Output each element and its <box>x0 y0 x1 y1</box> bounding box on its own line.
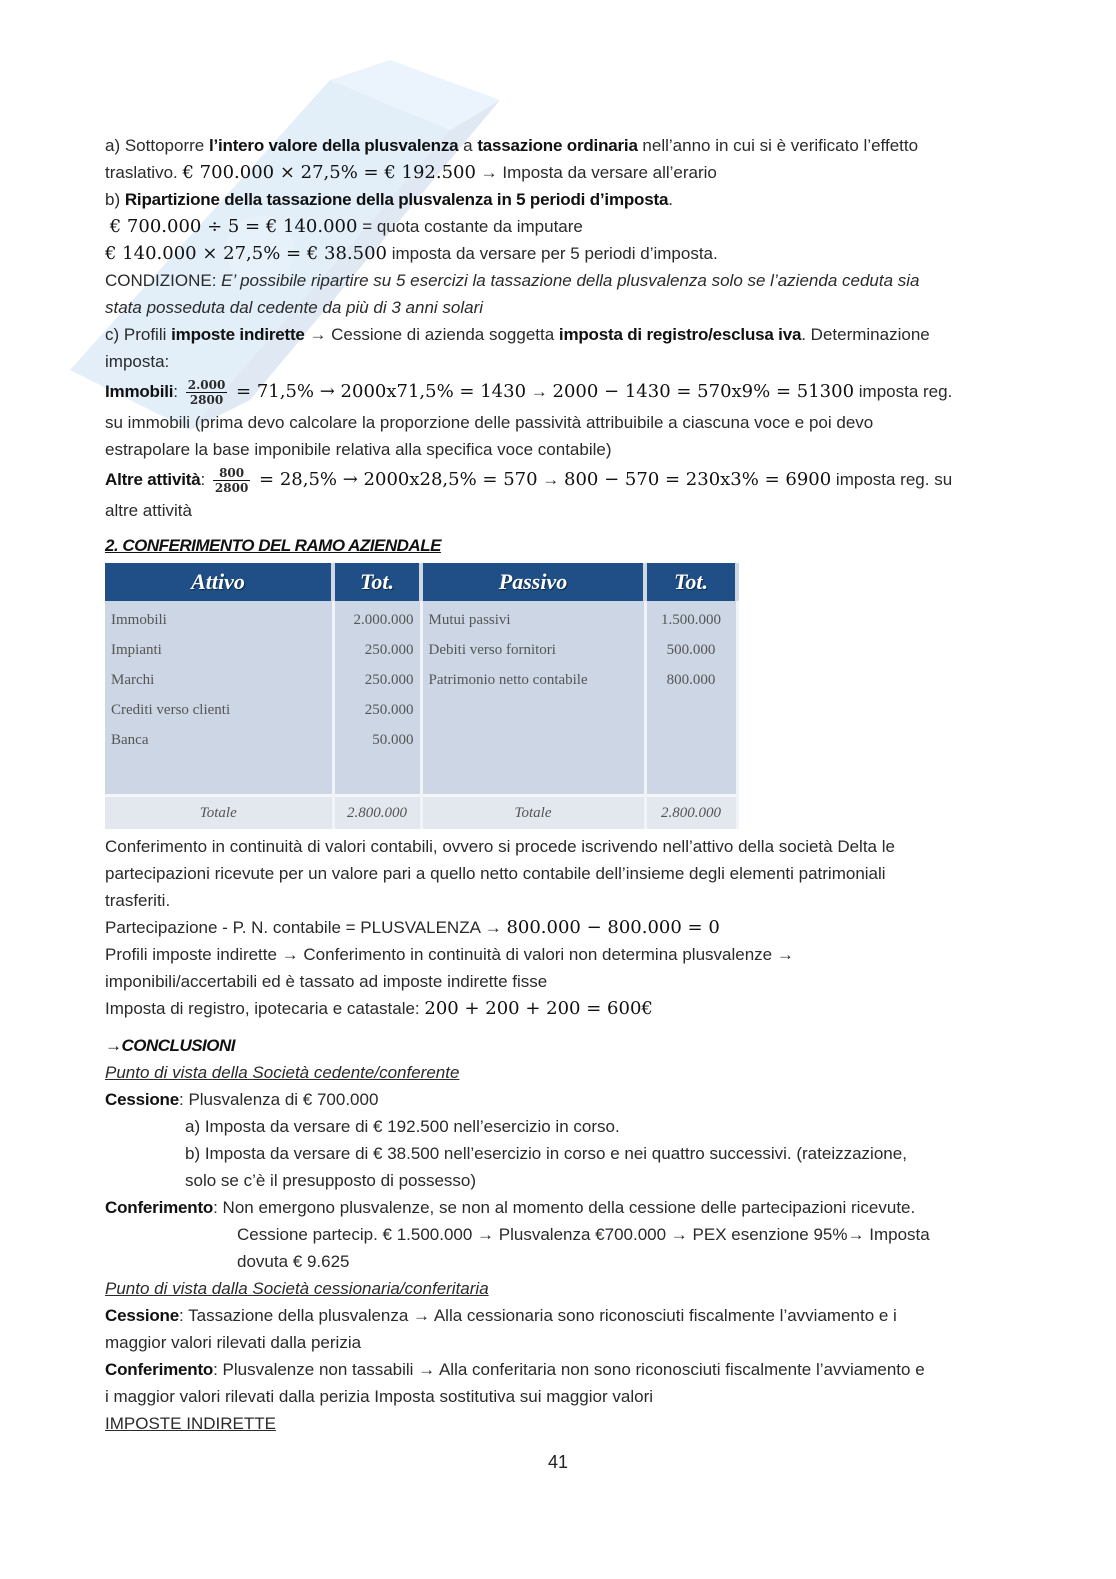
totale-passivo-value: 2.800.000 <box>645 796 737 830</box>
passivo-item: Debiti verso fornitori <box>428 642 556 658</box>
line-a1: a) Sottoporre l’intero valore della plusvalenza a tassazione ordinaria nell’anno in cui si è verificato l’effetto <box>105 136 919 155</box>
passivo-item: Mutui passivi <box>428 612 511 628</box>
attivo-item: Immobili <box>111 612 167 628</box>
fraction-altre-attivita: $\frac{800}{2800}$ <box>214 466 249 496</box>
header-attivo: Attivo <box>105 563 333 601</box>
passivo-items <box>421 601 645 796</box>
concl-conferimento-b: Conferimento: Plusvalenze non tassabili → Alla conferitaria non sono riconosciuti fiscalmente l’avviamento e <box>105 1360 925 1379</box>
attivo-value: 250.000 <box>364 672 414 688</box>
conf-line-7: Imposta di registro, ipotecaria e catastale: 200 + 200 + 200 = 600€ <box>105 998 653 1019</box>
attivo-value: 250.000 <box>364 702 414 718</box>
line-c1: CONDIZIONE: E’ possibile ripartire su 5 esercizi la tassazione della plusvalenza solo se l’azienda ceduta sia <box>105 271 920 290</box>
concl-cessione-a: a) Imposta da versare di € 192.500 nell’esercizio in corso. <box>185 1117 620 1136</box>
line-altre-attivita: Altre attività: $\frac{800}{2800}$ = 28,5% → 2000x28,5% = 570 → 800 − 570 = 230x3% = 6900 imposta reg. su <box>105 466 953 496</box>
line-immobili-2: su immobili (prima devo calcolare la proporzione delle passività attribuibile a ciascuna voce e poi devo <box>105 413 874 432</box>
page-number: 41 <box>547 1452 569 1472</box>
passivo-value: 500.000 <box>666 642 716 658</box>
attivo-value: 2.000.000 <box>353 612 414 628</box>
section-title-conferimento: 2. CONFERIMENTO DEL RAMO AZIENDALE <box>105 536 441 555</box>
passivo-value: 1.500.000 <box>661 612 721 628</box>
line-b2: € 700.000 ÷ 5 = € 140.000 = quota costante da imputare <box>109 216 583 237</box>
attivo-value: 50.000 <box>372 732 414 748</box>
punto-di-vista-cessionaria: Punto di vista dalla Società cessionaria/conferitaria <box>105 1279 489 1298</box>
line-d2: imposta: <box>105 352 170 371</box>
header-passivo: Passivo <box>421 563 645 601</box>
line-immobili-3: estrapolare la base imponibile relativa alla specifica voce contabile) <box>105 440 612 459</box>
attivo-item: Crediti verso clienti <box>111 702 231 718</box>
concl-conferimento-b2: i maggior valori rilevati dalla perizia Imposta sostitutiva sui maggior valori <box>105 1387 654 1406</box>
totale-passivo-label: Totale <box>421 796 645 830</box>
totale-attivo-value: 2.800.000 <box>333 796 421 830</box>
line-immobili: Immobili: $\frac{2.000}{2800}$ = 71,5% → 2000x71,5% = 1430 → 2000 − 1430 = 570x9% = 51300 imposta reg. <box>105 378 953 408</box>
passivo-value: 800.000 <box>666 672 716 688</box>
line-b1: b) Ripartizione della tassazione della plusvalenza in 5 periodi d’imposta. <box>105 190 673 209</box>
conclusioni-title: →CONCLUSIONI <box>105 1036 235 1055</box>
line-c2: stata posseduta dal cedente da più di 3 anni solari <box>105 298 484 317</box>
line-b3: € 140.000 × 27,5% = € 38.500 imposta da versare per 5 periodi d’imposta. <box>105 243 718 264</box>
punto-di-vista-cedente: Punto di vista della Società cedente/conferente <box>105 1063 460 1082</box>
imposte-indirette-heading: IMPOSTE INDIRETTE <box>105 1414 276 1433</box>
attivo-item: Impianti <box>111 642 162 658</box>
concl-conferimento-3: dovuta € 9.625 <box>237 1252 350 1271</box>
attivo-value: 250.000 <box>364 642 414 658</box>
concl-cessione: Cessione: Plusvalenza di € 700.000 <box>105 1090 379 1109</box>
conf-line-6: imponibili/accertabili ed è tassato ad imposte indirette fisse <box>105 972 548 991</box>
concl-cessione-2b: maggior valori rilevati dalla perizia <box>105 1333 362 1352</box>
header-tot-attivo: Tot. <box>333 563 421 601</box>
conf-line-3: trasferiti. <box>105 891 171 910</box>
concl-conferimento-2: Cessione partecip. € 1.500.000 → Plusvalenza €700.000 → PEX esenzione 95%→ Imposta <box>237 1225 930 1244</box>
concl-conferimento: Conferimento: Non emergono plusvalenze, se non al momento della cessione delle partecipazioni ricevute. <box>105 1198 916 1217</box>
conf-line-4: Partecipazione - P. N. contabile = PLUSVALENZA → 800.000 − 800.000 = 0 <box>105 917 720 938</box>
concl-cessione-b: b) Imposta da versare di € 38.500 nell’esercizio in corso e nei quattro successivi. (rateizzazione, <box>185 1144 907 1163</box>
attivo-values <box>333 601 421 796</box>
passivo-values <box>645 601 737 796</box>
line-altre-attivita-2: altre attività <box>105 501 192 520</box>
fraction-immobili: $\frac{2.000}{2800}$ <box>187 378 226 408</box>
attivo-item: Banca <box>111 732 149 748</box>
concl-cessione-2: Cessione: Tassazione della plusvalenza → Alla cessionaria sono riconosciuti fiscalmente l’avviamento e i <box>105 1306 897 1325</box>
conf-line-5: Profili imposte indirette → Conferimento in continuità di valori non determina plusvalenze → <box>105 945 794 964</box>
passivo-item: Patrimonio netto contabile <box>428 672 588 688</box>
header-tot-passivo: Tot. <box>645 563 737 601</box>
line-a2: traslativo. € 700.000 × 27,5% = € 192.500 → Imposta da versare all’erario <box>105 162 717 183</box>
attivo-items <box>105 601 333 796</box>
conf-line-1: Conferimento in continuità di valori contabili, ovvero si procede iscrivendo nell’attivo della società Delta le <box>105 837 895 856</box>
attivo-item: Marchi <box>111 672 155 688</box>
line-d1: c) Profili imposte indirette → Cessione di azienda soggetta imposta di registro/esclusa iva. Determinazione <box>105 325 930 344</box>
conf-line-2: partecipazioni ricevute per un valore pari a quello netto contabile dell’insieme degli elementi patrimoniali <box>105 864 886 883</box>
balance-sheet-table <box>105 563 739 829</box>
totale-attivo-label: Totale <box>105 796 333 830</box>
concl-cessione-b2: solo se c’è il presupposto di possesso) <box>185 1171 477 1190</box>
